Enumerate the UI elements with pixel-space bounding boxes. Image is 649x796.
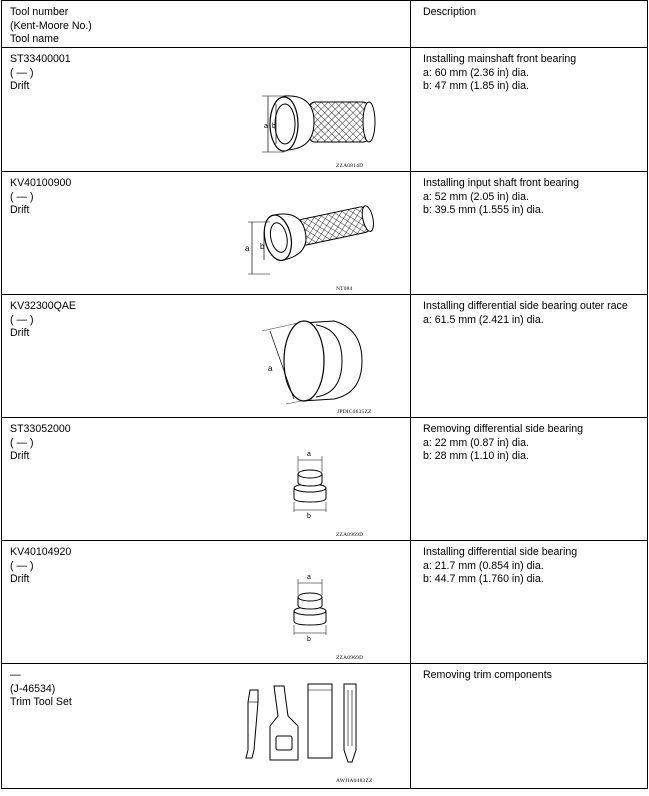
special-tools-table [1,0,648,789]
figure-code: NT084 [336,286,353,292]
tool-number: KV40100900 [10,177,72,189]
description-cell [411,295,648,418]
description-line: a: 52 mm (2.05 in) dia. [423,190,529,203]
description-cell [411,664,648,789]
figure-label-b: b [307,513,311,518]
figure-code: JPDIC0635ZZ [337,409,372,415]
table-row [2,664,648,789]
drift-illustration [252,309,382,409]
table-row [2,48,648,172]
figure-code: ZZA0969D [336,532,364,538]
description-line: a: 21.7 mm (0.854 in) dia. [423,559,544,572]
figure-label-a: a [264,123,268,130]
description-line: Installing input shaft front bearing [423,177,580,189]
description-cell [411,418,648,541]
kent-moore-number: ( — ) [10,313,34,326]
description-line: Removing trim components [423,669,552,681]
figure-label-a: a [268,364,273,373]
table-header-row [2,1,648,48]
tool-number: KV40104920 [10,546,72,558]
kent-moore-number: ( — ) [10,66,34,79]
tool-cell [2,541,411,664]
header-tool-name: Tool name [10,33,59,45]
kent-moore-number: ( — ) [10,559,34,572]
description-line: b: 47 mm (1.85 in) dia. [423,80,529,92]
drift-illustration [284,442,336,518]
description-line: Removing differential side bearing [423,423,583,435]
figure-label-a: a [245,244,250,253]
figure-code: AWJIA0483ZZ [336,778,373,784]
description-line: Installing differential side bearing [423,546,578,558]
trim-tool-set-illustration [240,680,370,770]
tool-number: KV32300QAE [10,300,76,312]
kent-moore-number: (J-46534) [10,682,56,695]
table-row [2,418,648,541]
description-line: a: 22 mm (0.87 in) dia. [423,436,529,449]
header-description-cell [411,1,648,48]
tool-name: Drift [10,573,30,585]
tool-name: Drift [10,204,30,216]
drift-illustration [284,565,336,641]
tool-number: — [10,669,21,681]
tool-name: Trim Tool Set [10,696,72,708]
table-row [2,172,648,295]
drift-illustration [254,84,389,169]
tool-number: ST33052000 [10,423,71,435]
header-kent-moore: (Kent-Moore No.) [10,19,92,32]
tool-cell [2,295,411,418]
tool-name: Drift [10,450,30,462]
figure-label-b: b [260,242,265,251]
description-line: Installing mainshaft front bearing [423,53,577,65]
figure-code: ZZA0814D [336,163,364,169]
description-cell [411,541,648,664]
description-line: a: 61.5 mm (2.421 in) dia. [423,313,544,326]
header-description: Description [423,6,476,18]
kent-moore-number: ( — ) [10,190,34,203]
figure-label-b: b [272,123,276,130]
description-line: b: 39.5 mm (1.555 in) dia. [423,204,544,216]
tool-name: Drift [10,327,30,339]
header-tool-number: Tool number [10,6,69,18]
figure-label-a: a [307,574,311,581]
drift-illustration [240,190,380,280]
figure-code: ZZA0969D [336,655,364,661]
table-row [2,295,648,418]
tool-cell [2,664,411,789]
kent-moore-number: ( — ) [10,436,34,449]
table-row [2,541,648,664]
description-cell [411,48,648,172]
description-line: b: 44.7 mm (1.760 in) dia. [423,573,544,585]
figure-label-a: a [307,451,311,458]
tool-cell [2,172,411,295]
header-tool-cell [2,1,411,48]
tool-cell [2,48,411,172]
description-line: b: 28 mm (1.10 in) dia. [423,450,529,462]
figure-label-b: b [307,636,311,641]
tool-number: ST33400001 [10,53,71,65]
tool-cell [2,418,411,541]
description-cell [411,172,648,295]
description-line: Installing differential side bearing outer race [423,300,628,312]
tool-name: Drift [10,80,30,92]
description-line: a: 60 mm (2.36 in) dia. [423,66,529,79]
